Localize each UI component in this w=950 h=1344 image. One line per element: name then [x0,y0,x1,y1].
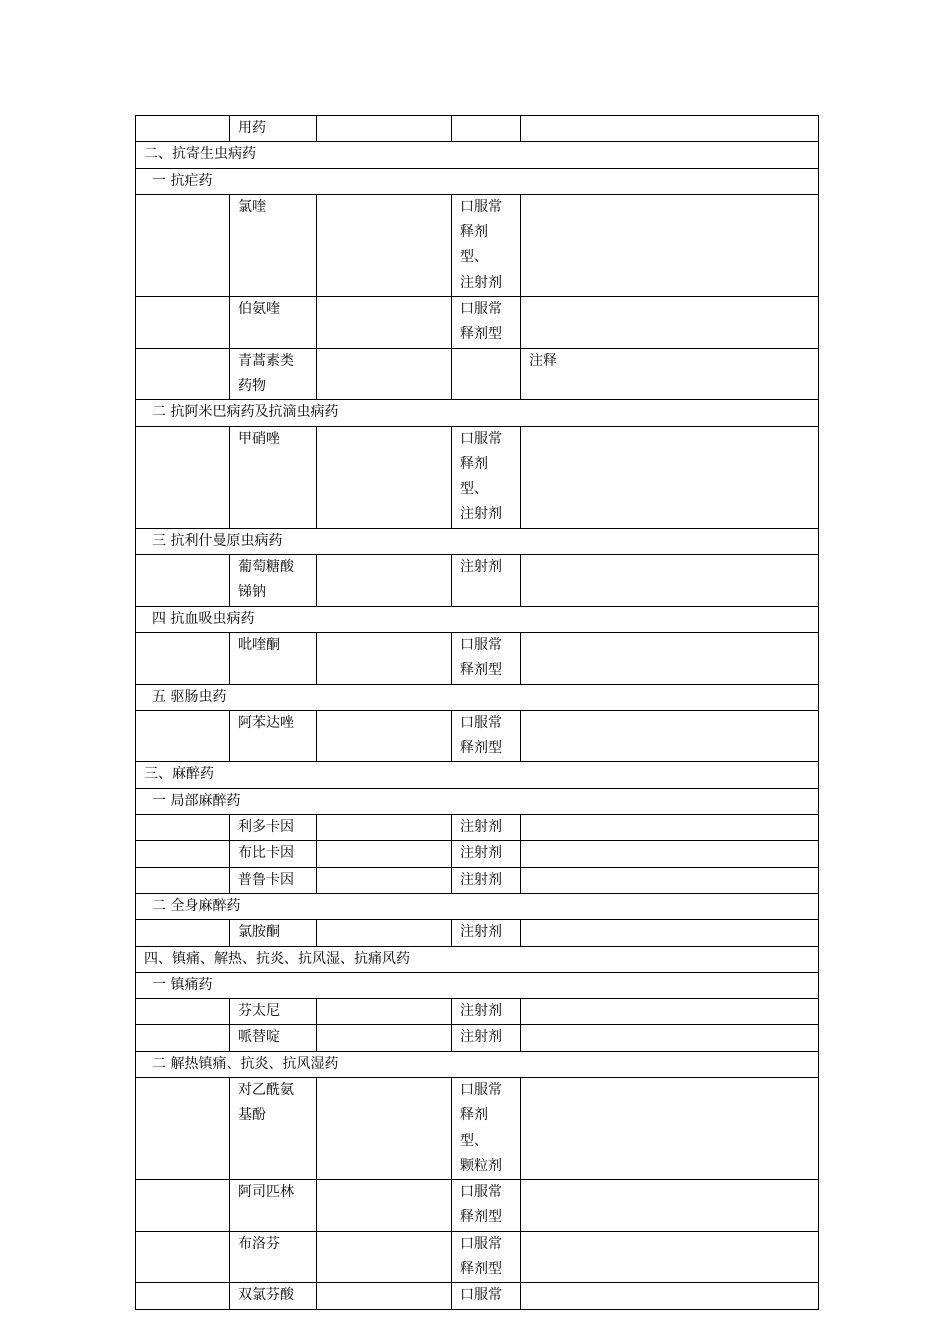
section-header-row [136,142,819,168]
subsection-title: 三 抗利什曼原虫病药 [136,528,819,554]
drug-table-body [136,116,819,1310]
remark-cell [317,867,452,893]
subsection-header-row [136,606,819,632]
note-cell [521,116,819,142]
dosage-form-cell: 口服常 释剂型、 注射剂 [452,194,521,296]
section-title: 三、麻醉药 [136,762,819,788]
category-cell [136,555,230,607]
drug-row [136,1077,819,1179]
note-cell [521,1025,819,1051]
dosage-form-cell: 注射剂 [452,999,521,1025]
dosage-form-cell: 注射剂 [452,1025,521,1051]
category-cell [136,1231,230,1283]
dosage-form-cell: 口服常 [452,1283,521,1309]
category-cell [136,632,230,684]
category-cell [136,867,230,893]
note-cell [521,1283,819,1309]
drug-row [136,1025,819,1051]
drug-row [136,348,819,400]
dosage-form-cell: 口服常 释剂型 [452,632,521,684]
drug-row [136,426,819,528]
subsection-title: 一 抗疟药 [136,168,819,194]
dosage-form-cell: 注射剂 [452,815,521,841]
dosage-form-cell: 注射剂 [452,867,521,893]
section-title: 二、抗寄生虫病药 [136,142,819,168]
drug-row [136,555,819,607]
drug-name-cell: 布比卡因 [230,841,317,867]
subsection-title: 一 局部麻醉药 [136,788,819,814]
drug-row [136,920,819,946]
drug-name-cell: 阿司匹林 [230,1180,317,1232]
dosage-form-cell [452,348,521,400]
category-cell [136,841,230,867]
note-cell [521,1077,819,1179]
remark-cell [317,555,452,607]
remark-cell [317,1025,452,1051]
drug-name-cell: 对乙酰氨 基酚 [230,1077,317,1179]
subsection-header-row [136,528,819,554]
note-cell [521,1180,819,1232]
note-cell [521,632,819,684]
remark-cell [317,710,452,762]
category-cell [136,426,230,528]
dosage-form-cell [452,116,521,142]
note-cell [521,710,819,762]
drug-name-cell: 用药 [230,116,317,142]
section-header-row [136,946,819,972]
drug-row [136,999,819,1025]
remark-cell [317,815,452,841]
drug-name-cell: 普鲁卡因 [230,867,317,893]
remark-cell [317,1180,452,1232]
note-cell: 注释 [521,348,819,400]
note-cell [521,555,819,607]
subsection-title: 一 镇痛药 [136,972,819,998]
drug-row [136,632,819,684]
category-cell [136,1283,230,1309]
category-cell [136,999,230,1025]
drug-name-cell: 芬太尼 [230,999,317,1025]
category-cell [136,815,230,841]
drug-table [135,115,819,1310]
note-cell [521,194,819,296]
subsection-title: 四 抗血吸虫病药 [136,606,819,632]
drug-name-cell: 青蒿素类 药物 [230,348,317,400]
drug-row [136,841,819,867]
remark-cell [317,194,452,296]
drug-name-cell: 阿苯达唑 [230,710,317,762]
dosage-form-cell: 注射剂 [452,841,521,867]
drug-name-cell: 氯胺酮 [230,920,317,946]
category-cell [136,1025,230,1051]
subsection-header-row [136,1051,819,1077]
section-title: 四、镇痛、解热、抗炎、抗风湿、抗痛风药 [136,946,819,972]
subsection-header-row [136,893,819,919]
drug-row [136,194,819,296]
note-cell [521,867,819,893]
subsection-title: 二 全身麻醉药 [136,893,819,919]
dosage-form-cell: 口服常 释剂型 [452,1231,521,1283]
category-cell [136,116,230,142]
dosage-form-cell: 口服常 释剂型、 颗粒剂 [452,1077,521,1179]
subsection-title: 二 解热镇痛、抗炎、抗风湿药 [136,1051,819,1077]
note-cell [521,815,819,841]
category-cell [136,348,230,400]
category-cell [136,1077,230,1179]
dosage-form-cell: 口服常 释剂型 [452,1180,521,1232]
dosage-form-cell: 口服常 释剂型、 注射剂 [452,426,521,528]
category-cell [136,194,230,296]
note-cell [521,841,819,867]
drug-name-cell: 吡喹酮 [230,632,317,684]
subsection-header-row [136,168,819,194]
drug-name-cell: 葡萄糖酸 锑钠 [230,555,317,607]
drug-name-cell: 利多卡因 [230,815,317,841]
dosage-form-cell: 口服常 释剂型 [452,297,521,349]
dosage-form-cell: 注射剂 [452,920,521,946]
remark-cell [317,920,452,946]
remark-cell [317,348,452,400]
dosage-form-cell: 口服常 释剂型 [452,710,521,762]
remark-cell [317,1283,452,1309]
remark-cell [317,999,452,1025]
category-cell [136,1180,230,1232]
subsection-header-row [136,684,819,710]
note-cell [521,920,819,946]
drug-name-cell: 氯喹 [230,194,317,296]
note-cell [521,426,819,528]
remark-cell [317,297,452,349]
drug-row [136,710,819,762]
drug-name-cell: 甲硝唑 [230,426,317,528]
subsection-header-row [136,972,819,998]
subsection-title: 五 驱肠虫药 [136,684,819,710]
drug-row [136,867,819,893]
drug-name-cell: 双氯芬酸 [230,1283,317,1309]
dosage-form-cell: 注射剂 [452,555,521,607]
category-cell [136,710,230,762]
remark-cell [317,632,452,684]
note-cell [521,297,819,349]
remark-cell [317,426,452,528]
drug-row [136,1283,819,1309]
remark-cell [317,1231,452,1283]
category-cell [136,297,230,349]
drug-name-cell: 伯氨喹 [230,297,317,349]
remark-cell [317,1077,452,1179]
note-cell [521,1231,819,1283]
drug-row [136,1231,819,1283]
drug-row [136,116,819,142]
subsection-title: 二 抗阿米巴病药及抗滴虫病药 [136,400,819,426]
drug-name-cell: 哌替啶 [230,1025,317,1051]
note-cell [521,999,819,1025]
category-cell [136,920,230,946]
subsection-header-row [136,788,819,814]
remark-cell [317,841,452,867]
drug-row [136,815,819,841]
drug-name-cell: 布洛芬 [230,1231,317,1283]
section-header-row [136,762,819,788]
drug-row [136,297,819,349]
subsection-header-row [136,400,819,426]
drug-row [136,1180,819,1232]
remark-cell [317,116,452,142]
